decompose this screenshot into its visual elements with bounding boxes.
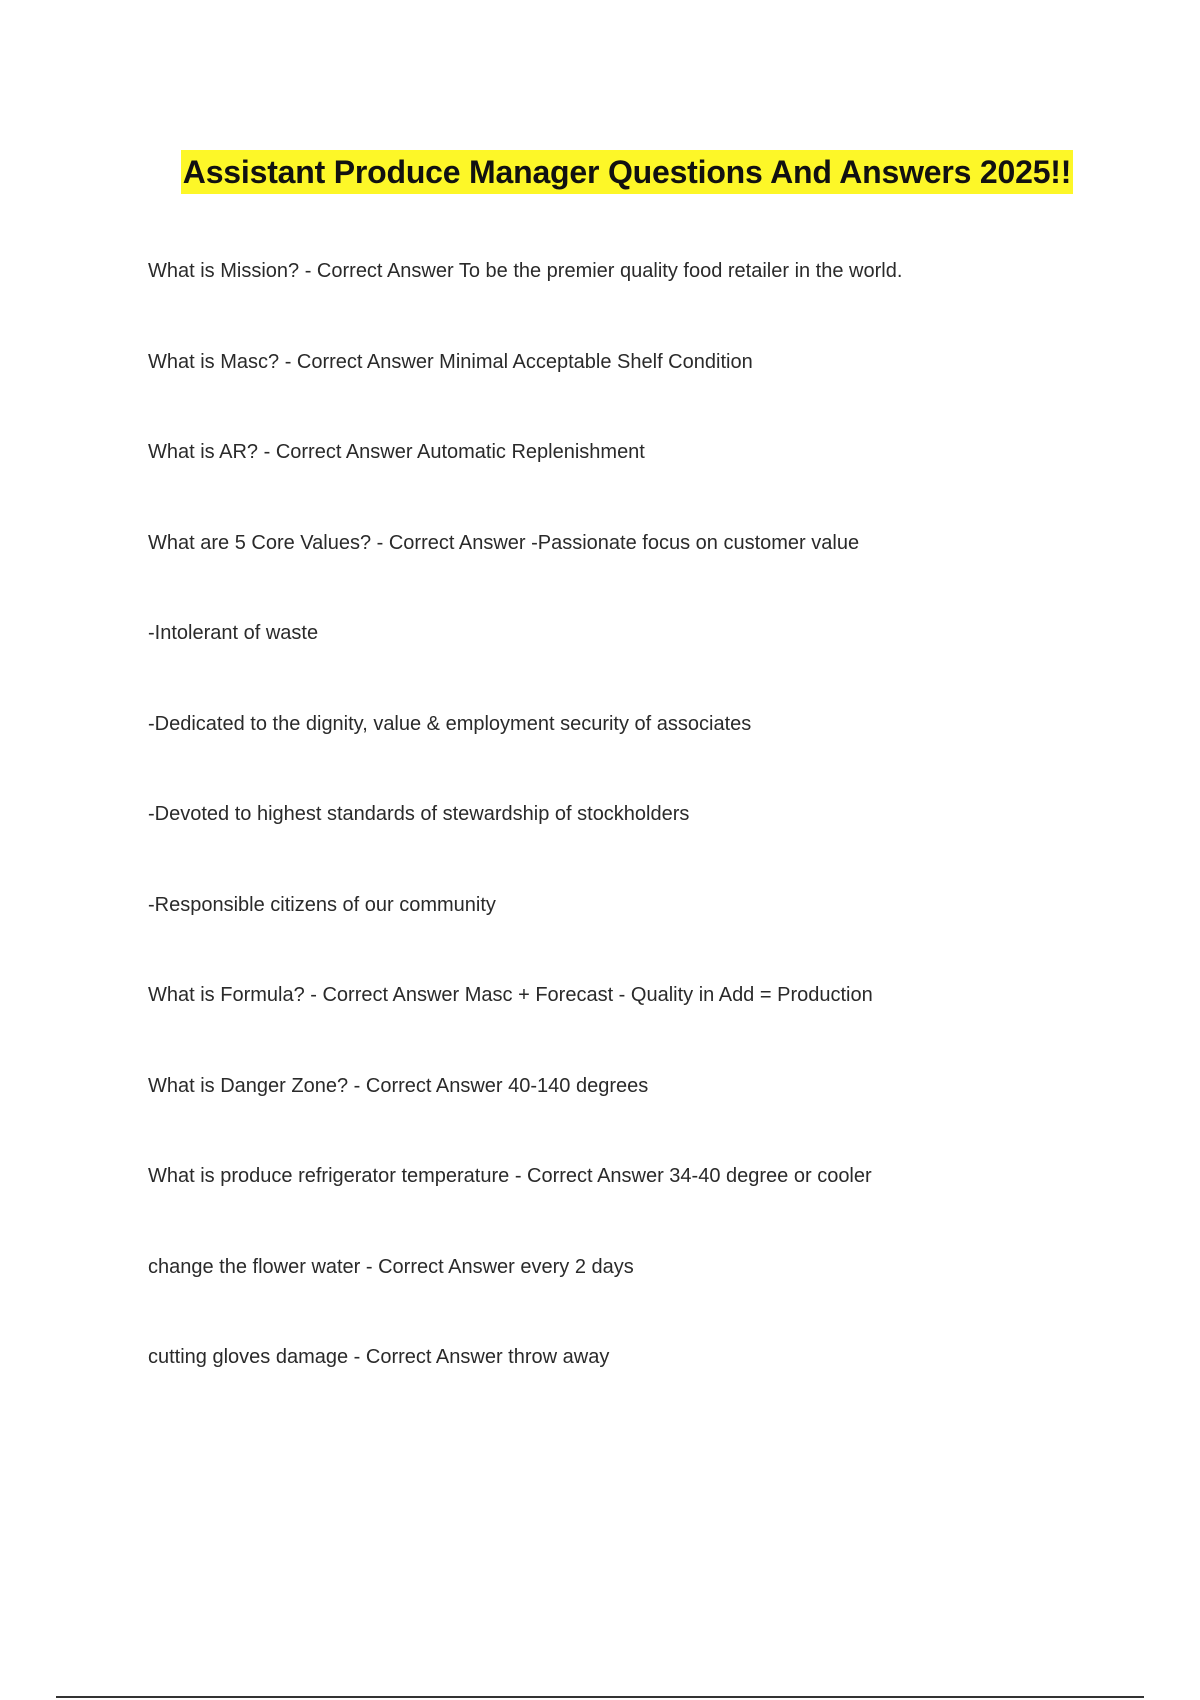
qa-list (148, 258, 1148, 1435)
qa-line: -Devoted to highest standards of stewardship of stockholders (148, 803, 690, 825)
qa-line: cutting gloves damage - Correct Answer throw away (148, 1346, 610, 1368)
qa-line: -Responsible citizens of our community (148, 893, 496, 916)
qa-line: What is produce refrigerator temperature - Correct Answer 34-40 degree or cooler (148, 1165, 872, 1187)
qa-line: What is Formula? - Correct Answer Masc + Forecast - Quality in Add = Production (148, 984, 873, 1006)
qa-line: What is Masc? - Correct Answer Minimal Acceptable Shelf Condition (148, 350, 753, 373)
qa-line: -Intolerant of waste (148, 622, 319, 644)
qa-line: What are 5 Core Values? - Correct Answer -Passionate focus on customer value (148, 531, 860, 554)
qa-line: -Dedicated to the dignity, value & employment security of associates (148, 712, 752, 735)
page-bottom-rule (56, 1696, 1144, 1698)
title-container (0, 150, 1200, 194)
qa-line: What is AR? - Correct Answer Automatic Replenishment (148, 441, 645, 463)
qa-line: What is Danger Zone? - Correct Answer 40-140 degrees (148, 1074, 649, 1097)
document-title: Assistant Produce Manager Questions And Answers 2025!! (181, 150, 1073, 194)
qa-line: What is Mission? - Correct Answer To be the premier quality food retailer in the world. (148, 260, 903, 282)
qa-line: change the flower water - Correct Answer every 2 days (148, 1255, 634, 1278)
